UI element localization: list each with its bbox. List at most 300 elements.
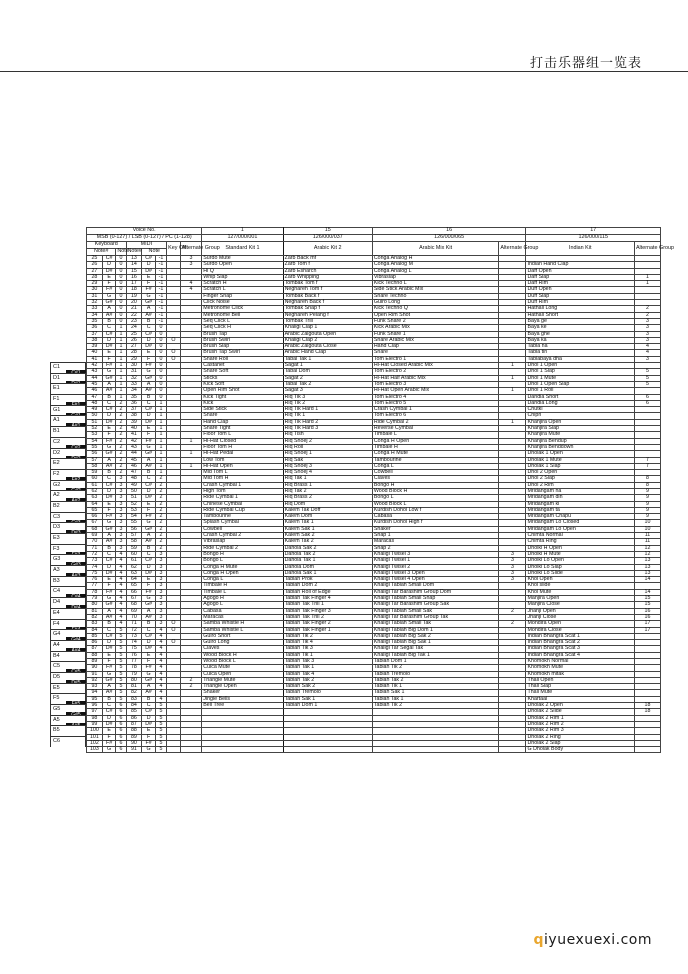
table-cell: High Tom [202, 488, 283, 494]
table-cell: 45 [87, 381, 103, 387]
table-cell: 1 [116, 394, 126, 400]
table-cell: 13 [634, 564, 660, 570]
table-cell: 13 [126, 256, 142, 262]
table-cell: 19 [126, 293, 142, 299]
table-cell: 0 [155, 388, 166, 394]
table-cell: 80 [87, 602, 103, 608]
table-cell: 70 [126, 614, 142, 620]
table-cell: 5 [155, 728, 166, 734]
table-cell: 20 [126, 300, 142, 306]
table-cell: Tablah Tak Finger 4 [283, 596, 372, 602]
table-cell: Khaligi Tablah Big Tak 1 [372, 652, 499, 658]
table-cell: Duff Slap [526, 293, 634, 299]
table-cell: 18 [126, 287, 142, 293]
table-cell: 53 [126, 507, 142, 513]
table-cell: Khaligi Twisel 3 Open [372, 570, 499, 576]
table-cell: Kick Arabic Mix [372, 325, 499, 331]
table-cell: Dhol 2 Rim [526, 482, 634, 488]
table-cell: Tablah Tak 2 [283, 677, 372, 683]
table-cell: 47 [126, 470, 142, 476]
table-cell: 62 [126, 564, 142, 570]
table-cell: G [142, 671, 156, 677]
table-cell: Side Stick Arabic Mix [372, 287, 499, 293]
table-cell: Tablah Tak 2 [372, 677, 499, 683]
table-cell: D# [142, 721, 156, 727]
table-cell: Riq Tish [283, 432, 372, 438]
table-cell: Bell Tree [202, 703, 283, 709]
table-cell: 3 [155, 558, 166, 564]
table-cell: 12 [634, 551, 660, 557]
kbd-note-num-header: Note# [87, 249, 116, 256]
table-cell: Khanjira Slap [526, 426, 634, 432]
table-cell: G# [142, 526, 156, 532]
table-cell: 1 [155, 400, 166, 406]
table-cell: 0 [155, 363, 166, 369]
table-cell: C# [142, 709, 156, 715]
table-cell: 0 [116, 306, 126, 312]
table-cell: D# [142, 344, 156, 350]
table-cell: 91 [87, 671, 103, 677]
table-cell: 6 [116, 703, 126, 709]
table-cell: Maracas [202, 614, 283, 620]
keyboard-diagram [50, 362, 86, 747]
table-cell: 4 [155, 646, 166, 652]
table-cell: 83 [87, 621, 103, 627]
table-cell: Daff Rim [526, 281, 634, 287]
table-cell: Riq Snoej 2 [283, 438, 372, 444]
table-cell: Khomokh Mute [526, 665, 634, 671]
table-cell: 1 [499, 419, 526, 425]
table-cell: Riq Brass 2 [283, 495, 372, 501]
table-cell: 5 [116, 696, 126, 702]
table-cell: 1 [155, 457, 166, 463]
table-cell: C [102, 400, 116, 406]
table-cell: 0 [116, 268, 126, 274]
table-cell: F [142, 583, 156, 589]
white-key-label: B3 [53, 577, 60, 584]
white-key-label: B2 [53, 502, 60, 509]
table-cell: 3 [634, 356, 660, 362]
table-cell: Baya ke [526, 325, 634, 331]
white-key-label: D1 [53, 374, 61, 381]
table-cell: 27 [126, 344, 142, 350]
table-cell: 4 [155, 696, 166, 702]
table-cell: 49 [87, 407, 103, 413]
table-cell: E [102, 426, 116, 432]
table-cell: Riq Tik Hard 2 [283, 419, 372, 425]
table-cell: Snare [202, 413, 283, 419]
table-cell: 57 [126, 533, 142, 539]
table-cell: Dandia Short [526, 394, 634, 400]
table-cell: Cuica Open [202, 671, 283, 677]
table-cell: 3 [155, 608, 166, 614]
table-cell: Kick Techno Q [372, 306, 499, 312]
table-cell: 22 [126, 312, 142, 318]
table-cell: 83 [126, 696, 142, 702]
white-key [50, 469, 86, 480]
table-cell: 92 [87, 677, 103, 683]
table-cell: Tablah Tik 1 [372, 684, 499, 690]
table-cell: B [142, 696, 156, 702]
white-key-label: B4 [53, 652, 60, 659]
table-cell: 1 [155, 470, 166, 476]
white-key [50, 426, 86, 437]
table-cell: 89 [126, 734, 142, 740]
table-cell: 3 [499, 551, 526, 557]
table-cell: Neghareh Pelang f [283, 312, 372, 318]
table-cell: 40 [87, 350, 103, 356]
table-cell: Kurdish Dohol Low f [372, 507, 499, 513]
table-cell: Dholak 1 Mute [526, 457, 634, 463]
table-cell: 4 [116, 564, 126, 570]
table-cell: Chinese Cymbal [202, 501, 283, 507]
table-cell: Tablah Tik 2 [372, 703, 499, 709]
table-cell: Tablah Tremolo [283, 690, 372, 696]
table-cell: D# [102, 570, 116, 576]
table-cell: 2 [116, 451, 126, 457]
table-cell: D [102, 262, 116, 268]
table-cell: C# [102, 709, 116, 715]
table-cell: 43 [87, 369, 103, 375]
table-cell: 1 [116, 331, 126, 337]
table-cell: G [102, 596, 116, 602]
white-key-label: C6 [53, 738, 61, 745]
table-cell: Scratch H [202, 281, 283, 287]
table-cell: 11 [634, 533, 660, 539]
white-key-label: F1 [53, 396, 60, 403]
table-cell: Indian Hand Clap [526, 262, 634, 268]
table-cell: -1 [155, 262, 166, 268]
table-cell: 3 [116, 482, 126, 488]
table-cell: 4 [634, 344, 660, 350]
table-cell: 27 [87, 268, 103, 274]
table-cell: Mid Tom H [202, 476, 283, 482]
table-cell: 60 [126, 551, 142, 557]
table-cell: Castanet [202, 363, 283, 369]
table-cell: Dholki Lo Slide [526, 570, 634, 576]
table-cell: 29 [87, 281, 103, 287]
table-cell: 35 [126, 394, 142, 400]
table-cell: Hi-Hat Closed [202, 438, 283, 444]
table-cell: -1 [155, 312, 166, 318]
table-cell: 44 [126, 451, 142, 457]
table-cell: 2 [634, 306, 660, 312]
table-cell: Tablah Sak 2 [283, 684, 372, 690]
table-cell: 76 [126, 652, 142, 658]
table-cell: Khaligi Twisel 2 [372, 564, 499, 570]
table-cell: G [102, 671, 116, 677]
table-cell: Dhol 1 Roll [526, 388, 634, 394]
table-cell: Neghareh Back f [283, 300, 372, 306]
table-cell: 69 [126, 608, 142, 614]
white-key-label: F2 [53, 470, 60, 477]
table-cell: 0 [155, 394, 166, 400]
table-cell: 94 [87, 690, 103, 696]
table-cell: Snare Arabic Mix [372, 337, 499, 343]
table-cell: 103 [87, 747, 103, 753]
table-cell: Conga H Open [202, 570, 283, 576]
table-cell: Tom Electro 5 [372, 400, 499, 406]
table-cell: 3 [155, 551, 166, 557]
table-cell: G# [102, 451, 116, 457]
table-cell: Arabic Zalgouta Close [283, 344, 372, 350]
table-cell: 5 [116, 684, 126, 690]
table-cell: 0 [116, 256, 126, 262]
table-cell: 2 [116, 444, 126, 450]
table-cell: Open Rim Shot [202, 388, 283, 394]
table-cell: Guiro Long [372, 300, 499, 306]
table-cell: A [142, 381, 156, 387]
table-cell: 5 [155, 734, 166, 740]
table-cell: 9 [634, 501, 660, 507]
table-cell: Tombak Trill [283, 318, 372, 324]
table-cell: 42 [87, 363, 103, 369]
table-cell: 38 [87, 337, 103, 343]
table-cell: A# [142, 388, 156, 394]
white-key [50, 544, 86, 555]
table-cell: 0 [116, 262, 126, 268]
table-cell: A# [142, 463, 156, 469]
table-cell: 1 [155, 413, 166, 419]
table-cell: Tablah Tak 1 [372, 696, 499, 702]
table-cell: 4 [155, 665, 166, 671]
table-cell: E [102, 501, 116, 507]
table-cell: Indian Bhangra Scat 1 [526, 633, 634, 639]
table-cell: Tablah Tak Trill 2 [283, 614, 372, 620]
table-cell: Manjira Open [526, 596, 634, 602]
table-cell: Snare [372, 350, 499, 356]
table-cell: 97 [87, 709, 103, 715]
table-cell: Kick [202, 400, 283, 406]
table-cell: Kurdish Dohol High f [372, 520, 499, 526]
table-cell: Wood Block H [372, 488, 499, 494]
table-cell: Khaligi Clap 2 [283, 337, 372, 343]
table-cell: Riq Tik 1 [283, 413, 372, 419]
table-cell: 1 [499, 375, 526, 381]
table-cell: Khaligi Tar Barashim Group Tak [372, 614, 499, 620]
table-cell: A# [102, 463, 116, 469]
table-cell: 78 [87, 589, 103, 595]
table-cell: 67 [126, 596, 142, 602]
table-cell: D [102, 715, 116, 721]
table-cell: Click Noise [202, 300, 283, 306]
table-cell: 34 [126, 388, 142, 394]
white-key-label: G2 [53, 481, 61, 488]
table-cell: Conga Analog H [372, 256, 499, 262]
table-cell: F# [102, 287, 116, 293]
table-cell: 85 [87, 633, 103, 639]
table-cell: Bongo L [202, 558, 283, 564]
table-cell: 5 [116, 627, 126, 633]
table-cell: 2 [116, 407, 126, 413]
table-cell: G [142, 747, 156, 753]
table-cell: Tombak Back f [283, 293, 372, 299]
white-key-label: E5 [53, 684, 60, 691]
table-cell: 55 [126, 520, 142, 526]
table-cell: -1 [155, 287, 166, 293]
table-cell: 16 [126, 274, 142, 280]
table-cell: Daff Slap [526, 274, 634, 280]
table-cell: 0 [116, 300, 126, 306]
table-cell: 68 [87, 526, 103, 532]
table-cell: Tom Electro 4 [372, 394, 499, 400]
table-cell: 0 [155, 356, 166, 362]
table-cell: Open Rim Shot [372, 312, 499, 318]
table-cell: 5 [116, 671, 126, 677]
white-key [50, 554, 86, 565]
table-cell: 13 [634, 558, 660, 564]
table-cell: 3 [155, 614, 166, 620]
table-cell: E [142, 728, 156, 734]
table-cell: Dahola Dom [283, 564, 372, 570]
table-cell: Khaligi Tablah Small Snap [372, 596, 499, 602]
table-cell: 77 [87, 583, 103, 589]
table-cell: 5 [116, 665, 126, 671]
table-cell: Khaligi Tablah Big Sak 1 [372, 640, 499, 646]
table-cell: G# [102, 375, 116, 381]
table-cell: Riq Sak [283, 457, 372, 463]
table-cell: Splash Cymbal [202, 520, 283, 526]
table-cell: Guiro Short [202, 633, 283, 639]
white-key-label: E4 [53, 609, 60, 616]
table-cell: B [142, 470, 156, 476]
table-cell: Khaligi Tablah Small Dom [372, 583, 499, 589]
table-cell: Dahola Sak 2 [283, 545, 372, 551]
table-cell: D# [142, 419, 156, 425]
table-cell: Dhol 2 Open [526, 470, 634, 476]
table-cell: F [102, 432, 116, 438]
table-cell: 6 [634, 400, 660, 406]
table-cell: Khaligi Tablah Big Dom 1 [372, 627, 499, 633]
table-cell: Hathali Long [526, 306, 634, 312]
table-cell: 1 [116, 363, 126, 369]
table-cell: F# [102, 589, 116, 595]
table-cell: Tablah Tremolo [372, 671, 499, 677]
table-cell: 36 [87, 325, 103, 331]
table-cell: 3 [634, 325, 660, 331]
table-cell: 1 [155, 444, 166, 450]
table-cell: 5 [155, 715, 166, 721]
table-cell: G# [142, 677, 156, 683]
table-cell: G Dholak Body [526, 747, 634, 753]
key-off-header: Key Off [167, 242, 181, 256]
table-cell: 15 [634, 602, 660, 608]
table-cell: 14 [126, 262, 142, 268]
table-cell: 28 [126, 350, 142, 356]
table-cell: C# [102, 482, 116, 488]
table-cell: 1 [180, 451, 202, 457]
table-cell: Indian Bhangra Scat 2 [526, 640, 634, 646]
table-cell: E [102, 728, 116, 734]
table-cell: B [142, 394, 156, 400]
table-cell: A# [142, 690, 156, 696]
table-cell: Khanjira Bendup [526, 438, 634, 444]
table-cell: 4 [155, 690, 166, 696]
table-cell: Tombak Snap f [283, 306, 372, 312]
table-cell: 35 [87, 318, 103, 324]
table-cell: Cuica Mute [202, 665, 283, 671]
table-cell: C [102, 627, 116, 633]
table-cell: Metronome Click [202, 306, 283, 312]
table-cell: 15 [126, 268, 142, 274]
table-cell: Mridangam din [526, 495, 634, 501]
table-cell: Tablah Roll of Edge [283, 589, 372, 595]
table-cell: Tablah Tak 4 [283, 671, 372, 677]
table-cell: E [102, 350, 116, 356]
table-cell: 46 [126, 463, 142, 469]
table-cell: G# [142, 602, 156, 608]
table-cell: 33 [87, 306, 103, 312]
table-cell: Thali Open [526, 677, 634, 683]
table-cell: Baya ghe [526, 331, 634, 337]
table-cell: Mridangam na [526, 488, 634, 494]
white-key-label: C3 [53, 513, 61, 520]
table-cell: Floor Tom L [202, 432, 283, 438]
table-cell: Tablah Tik 4 [283, 640, 372, 646]
table-cell: 66 [87, 514, 103, 520]
table-cell: 3 [155, 570, 166, 576]
table-cell: 3 [116, 526, 126, 532]
table-cell: G# [102, 300, 116, 306]
table-cell: Whip Slap [202, 274, 283, 280]
table-cell: 79 [87, 596, 103, 602]
table-cell: 1 [116, 375, 126, 381]
table-cell: Tablah Tak 1 [283, 665, 372, 671]
table-cell: Snare Techno [372, 293, 499, 299]
table-cell: 3 [116, 520, 126, 526]
table-cell [202, 747, 283, 753]
table-cell: Jhanji Close [526, 614, 634, 620]
table-cell: G# [102, 526, 116, 532]
table-cell: 3 [155, 621, 166, 627]
table-cell: 80 [126, 677, 142, 683]
table-cell: Tablah Dom 1 [283, 703, 372, 709]
white-key-label: G3 [53, 556, 61, 563]
table-cell: Snap 2 [372, 545, 499, 551]
table-cell: 5 [155, 709, 166, 715]
table-cell: C# [102, 256, 116, 262]
table-cell: Khanjira Benddown [526, 444, 634, 450]
white-key-label: F5 [53, 695, 60, 702]
table-cell: Crash Cymbal 1 [372, 407, 499, 413]
table-cell: 53 [87, 432, 103, 438]
table-cell: Sagat 3 [283, 388, 372, 394]
table-cell: 6 [116, 728, 126, 734]
table-cell: Tablah Dom 2 [283, 583, 372, 589]
table-cell: Tablah Tik 2 [372, 665, 499, 671]
table-cell: Tablah Sak 1 [283, 696, 372, 702]
kit-16-msb: 126/000/065 [372, 235, 526, 242]
table-cell: Chipri [526, 413, 634, 419]
white-key-label: D4 [53, 599, 61, 606]
table-cell: C [102, 551, 116, 557]
table-cell: C [142, 627, 156, 633]
table-cell: 101 [87, 734, 103, 740]
table-cell: F [102, 507, 116, 513]
table-cell: A [142, 608, 156, 614]
table-cell: C [142, 476, 156, 482]
table-cell: 17 [634, 627, 660, 633]
kit-16-number: 16 [372, 228, 526, 235]
table-cell: 75 [126, 646, 142, 652]
white-key [50, 448, 86, 459]
table-cell: 61 [87, 482, 103, 488]
table-cell: 6 [116, 740, 126, 746]
table-cell: Khaligi Tablah Small Tak [372, 621, 499, 627]
table-cell: Hand Clap [372, 344, 499, 350]
table-cell: 2 [499, 608, 526, 614]
table-cell: 1 [155, 432, 166, 438]
